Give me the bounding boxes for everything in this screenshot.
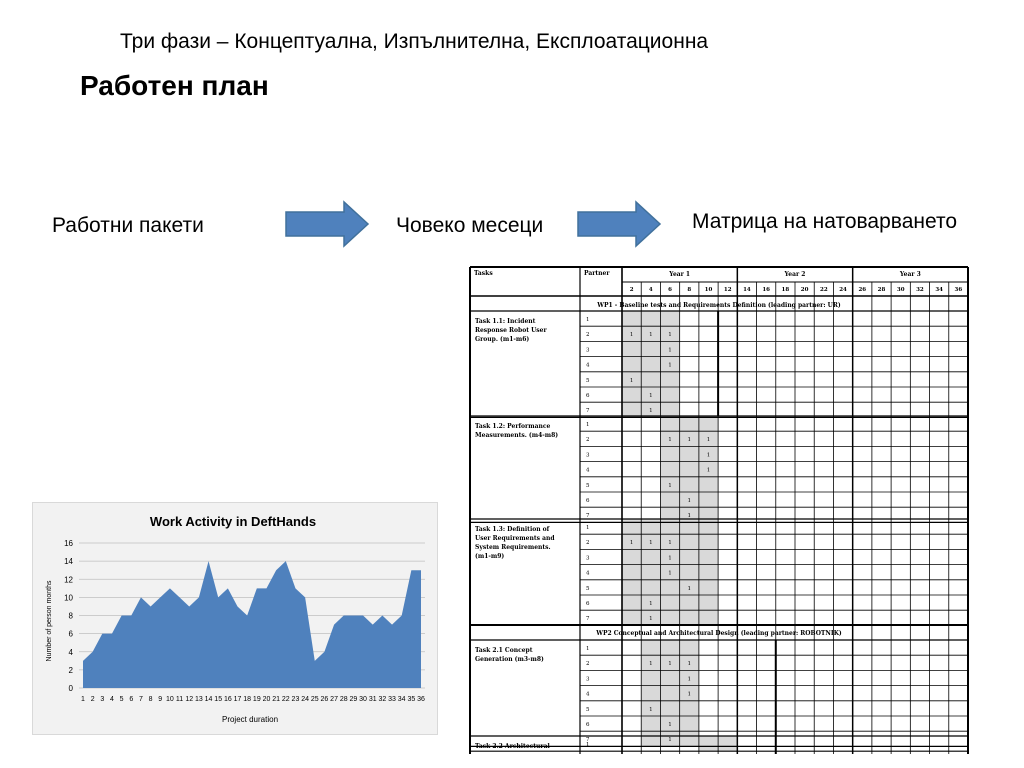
- chart-x-tick-label: 7: [138, 696, 143, 703]
- chart-x-tick-label: 23: [291, 696, 300, 703]
- wp1-banner: WP1 - Baseline tests and Requirements Definition (leading partner: UR): [597, 302, 841, 309]
- load-mark: 1: [687, 676, 692, 683]
- chart-x-tick-label: 19: [252, 696, 261, 703]
- chart-x-tick-label: 15: [214, 696, 223, 703]
- chart-x-tick-label: 3: [100, 696, 105, 703]
- task-label: Task 1.1: Incident: [475, 318, 536, 325]
- partner-number: 7: [586, 616, 590, 623]
- chart-x-tick-label: 25: [310, 696, 319, 703]
- load-mark: 1: [629, 332, 634, 339]
- slide-subtitle: Три фази – Концептуална, Изпълнителна, Експлоатационна: [120, 30, 709, 53]
- table-header-month: 8: [687, 287, 692, 293]
- partner-number: 4: [586, 362, 590, 369]
- chart-x-tick-label: 20: [262, 696, 271, 703]
- chart-x-tick-label: 2: [90, 696, 95, 703]
- table-header-tasks: Tasks: [474, 270, 493, 277]
- chart-y-tick-label: 16: [64, 539, 73, 548]
- chart-x-tick-label: 27: [330, 696, 338, 703]
- table-header-month: 4: [648, 287, 653, 293]
- load-mark: 1: [687, 691, 692, 698]
- chart-x-tick-label: 9: [158, 696, 163, 703]
- table-header-month: 16: [762, 287, 770, 293]
- table-header-month: 14: [743, 287, 751, 293]
- task-label: Response Robot User: [475, 327, 547, 334]
- chart-x-tick-label: 35: [407, 696, 416, 703]
- load-mark: 1: [668, 540, 672, 547]
- partner-number: 6: [586, 601, 590, 607]
- table-header-year: Year 2: [784, 271, 806, 278]
- partner-number: 5: [586, 706, 590, 713]
- task-label: User Requirements and: [475, 535, 555, 542]
- partner-number: 6: [586, 722, 590, 728]
- slide-title: Работен план: [80, 70, 269, 101]
- load-mark: 1: [649, 706, 653, 713]
- load-mark: 1: [649, 393, 653, 399]
- table-header-year: Year 1: [669, 271, 691, 278]
- load-mark: 1: [649, 661, 653, 668]
- table-header-month: 24: [839, 287, 847, 293]
- chart-y-tick-label: 4: [68, 647, 73, 657]
- chart-y-tick-label: 12: [64, 575, 73, 585]
- chart-x-tick-label: 32: [378, 696, 387, 703]
- chart-y-tick-label: 14: [64, 557, 73, 567]
- partner-number: 2: [586, 661, 590, 668]
- load-mark: 1: [668, 362, 672, 369]
- chart-x-tick-label: 24: [301, 696, 310, 703]
- chart-y-tick-label: 0: [68, 684, 73, 693]
- table-header-month: 22: [820, 287, 828, 293]
- load-mark: 1: [629, 540, 634, 547]
- partner-number: 4: [586, 691, 590, 698]
- load-mark: 1: [668, 555, 672, 562]
- task-label: Task 1.3: Definition of: [475, 526, 550, 533]
- partner-number: 3: [586, 452, 590, 459]
- chart-y-axis-label: Number of person months: [46, 580, 53, 662]
- load-mark: 1: [649, 408, 653, 415]
- partner-number: 7: [586, 737, 590, 744]
- table-header-year: Year 3: [899, 271, 921, 278]
- flow-step-person-months: Човеко месеци: [396, 214, 544, 237]
- load-mark: 1: [668, 737, 672, 744]
- chart-x-tick-label: 34: [397, 696, 406, 703]
- partner-number: 6: [586, 393, 590, 399]
- partner-number: 1: [586, 742, 590, 748]
- task-label: Task 1.2: Performance: [475, 423, 551, 430]
- load-mark: 1: [687, 661, 692, 668]
- load-mark: 1: [668, 332, 672, 339]
- chart-x-tick-label: 17: [233, 696, 242, 703]
- table-header-month: 34: [935, 287, 943, 293]
- partner-number: 5: [586, 585, 590, 592]
- table-header-month: 32: [916, 287, 924, 293]
- chart-area-series: [83, 561, 421, 688]
- load-mark: 1: [668, 437, 672, 444]
- load-mark: 1: [687, 437, 692, 444]
- table-header-month: 12: [723, 287, 732, 293]
- chart-x-tick-label: 31: [368, 696, 377, 703]
- task-label: (m1-m9): [475, 553, 505, 560]
- table-header-month: 2: [629, 287, 634, 293]
- chart-canvas: [33, 503, 437, 734]
- chart-x-tick-label: 4: [110, 696, 114, 703]
- chart-x-tick-label: 21: [272, 696, 281, 703]
- table-header-month: 10: [704, 287, 713, 293]
- chart-x-tick-label: 18: [243, 696, 252, 703]
- arrow-right-icon: [576, 200, 662, 248]
- chart-y-tick-label: 6: [68, 629, 73, 639]
- chart-x-tick-label: 36: [417, 696, 425, 703]
- flow-step-load-matrix: Матрица на натоварването: [692, 210, 958, 233]
- load-mark: 1: [706, 452, 711, 459]
- partner-number: 1: [586, 525, 590, 531]
- chart-y-tick-label: 8: [68, 611, 73, 621]
- table-header-month: 30: [896, 287, 905, 293]
- load-mark: 1: [649, 540, 653, 547]
- task-label: System Requirements.: [475, 544, 551, 551]
- chart-x-tick-label: 30: [359, 696, 367, 703]
- chart-x-tick-label: 22: [281, 696, 290, 703]
- task-label: Task 2.1 Concept: [475, 647, 533, 654]
- task-label: Task 2.2 Architectural: [475, 743, 550, 750]
- partner-number: 7: [586, 513, 590, 520]
- load-mark: 1: [649, 332, 653, 339]
- chart-x-tick-label: 6: [129, 696, 134, 703]
- wp2-banner: WP2 Conceptual and Architectural Design (leading partner: ROBOTNIK): [596, 630, 842, 637]
- table-header-month: 26: [858, 287, 867, 293]
- load-mark: 1: [706, 437, 711, 444]
- load-mark: 1: [668, 570, 672, 577]
- partner-number: 2: [586, 437, 590, 444]
- table-header-month: 6: [668, 287, 672, 293]
- flow-step-work-packages: Работни пакети: [52, 214, 204, 237]
- chart-x-tick-label: 11: [175, 696, 184, 703]
- load-mark: 1: [687, 585, 692, 592]
- table-header-month: 18: [781, 287, 790, 293]
- chart-x-tick-label: 13: [194, 696, 203, 703]
- arrow-right-icon: [284, 200, 370, 248]
- partner-number: 1: [586, 646, 590, 652]
- task-label: Group. (m1-m6): [475, 336, 530, 343]
- work-activity-chart: [32, 502, 438, 735]
- task-label: Generation (m3-m8): [475, 656, 544, 663]
- table-header-partner: Partner: [584, 270, 610, 277]
- chart-x-tick-label: 12: [185, 696, 194, 703]
- chart-x-tick-label: 8: [148, 696, 153, 703]
- task-label: Measurements. (m4-m8): [475, 432, 559, 439]
- partner-number: 1: [586, 317, 590, 323]
- chart-x-tick-label: 28: [339, 696, 348, 703]
- chart-x-tick-label: 5: [119, 696, 124, 703]
- load-mark: 1: [668, 722, 672, 728]
- partner-number: 4: [586, 570, 590, 577]
- chart-title: Work Activity in DeftHands: [149, 514, 317, 529]
- partner-number: 7: [586, 408, 590, 415]
- chart-x-tick-label: 33: [388, 696, 396, 703]
- load-matrix-table: [466, 264, 972, 754]
- partner-number: 1: [586, 422, 590, 428]
- load-mark: 1: [649, 601, 653, 607]
- load-mark: 1: [668, 347, 672, 354]
- load-mark: 1: [687, 513, 692, 520]
- chart-x-tick-label: 14: [204, 696, 213, 703]
- chart-y-tick-label: 2: [68, 665, 73, 675]
- chart-x-tick-label: 26: [320, 696, 329, 703]
- load-mark: 1: [687, 498, 692, 504]
- chart-x-axis-label: Project duration: [221, 715, 279, 724]
- load-mark: 1: [706, 467, 711, 474]
- table-header-month: 20: [800, 287, 809, 293]
- table-header-month: 36: [954, 287, 963, 293]
- chart-x-tick-label: 1: [81, 696, 85, 703]
- load-mark: 1: [668, 661, 672, 668]
- partner-number: 6: [586, 498, 590, 504]
- chart-x-tick-label: 10: [166, 696, 174, 703]
- chart-y-tick-label: 10: [64, 593, 73, 603]
- chart-x-tick-label: 16: [223, 696, 232, 703]
- partner-number: 4: [586, 467, 590, 474]
- load-mark: 1: [668, 482, 672, 489]
- partner-number: 3: [586, 555, 590, 562]
- load-mark: 1: [629, 377, 634, 384]
- partner-number: 3: [586, 676, 590, 683]
- load-mark: 1: [649, 616, 653, 623]
- partner-number: 2: [586, 540, 590, 547]
- table-header-month: 28: [877, 287, 886, 293]
- partner-number: 5: [586, 377, 590, 384]
- partner-number: 5: [586, 482, 590, 489]
- partner-number: 2: [586, 332, 590, 339]
- partner-number: 3: [586, 347, 590, 354]
- chart-x-tick-label: 29: [349, 696, 358, 703]
